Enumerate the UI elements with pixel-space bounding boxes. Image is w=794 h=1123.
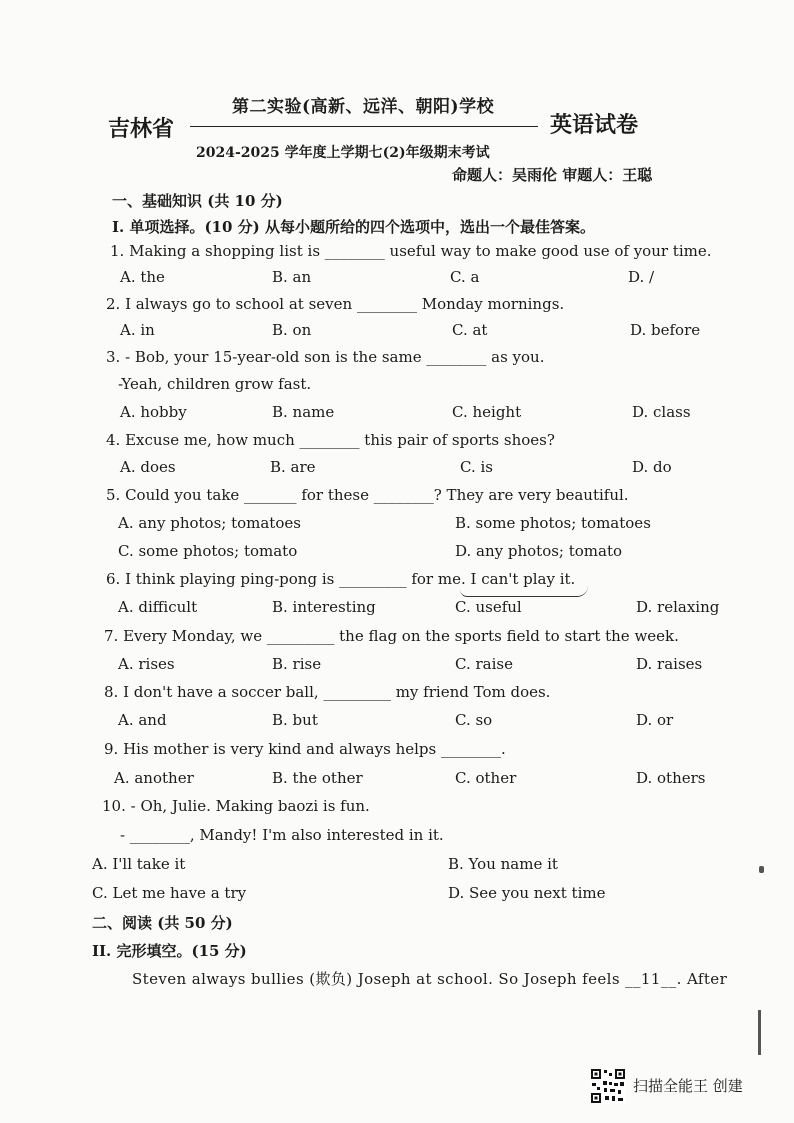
q1-option-b: B. an	[272, 268, 312, 286]
question-10: 10. - Oh, Julie. Making baozi is fun.	[102, 797, 370, 815]
q3-option-c: C. height	[452, 403, 522, 421]
q4-option-a: A. does	[120, 458, 176, 476]
q5-option-b: B. some photos; tomatoes	[455, 514, 651, 532]
q2-option-a: A. in	[120, 321, 155, 339]
handwritten-underline	[460, 586, 588, 597]
question-2: 2. I always go to school at seven ________ Monday mornings.	[106, 295, 565, 313]
q6-option-d: D. relaxing	[636, 598, 720, 616]
question-3-reply: -Yeah, children grow fast.	[118, 375, 312, 393]
question-6-tail: I can't play it.	[470, 570, 576, 588]
question-9: 9. His mother is very kind and always helps ________.	[104, 740, 506, 758]
q7-option-b: B. rise	[272, 655, 322, 673]
question-10-reply: - ________, Mandy! I'm also interested in it.	[120, 826, 444, 844]
q2-option-b: B. on	[272, 321, 312, 339]
q3-option-a: A. hobby	[120, 403, 187, 421]
q5-option-c: C. some photos; tomato	[118, 542, 298, 560]
question-3: 3. - Bob, your 15-year-old son is the same ________ as you.	[106, 348, 545, 366]
section-2-instructions: II. 完形填空。(15 分)	[92, 942, 247, 960]
question-1: 1. Making a shopping list is ________ useful way to make good use of your time.	[110, 242, 712, 260]
q7-option-c: C. raise	[455, 655, 513, 673]
question-7: 7. Every Monday, we _________ the flag on the sports field to start the week.	[104, 627, 679, 645]
title-underline	[190, 126, 538, 127]
q3-option-d: D. class	[632, 403, 691, 421]
q9-option-a: A. another	[114, 769, 194, 787]
q8-option-c: C. so	[455, 711, 493, 729]
q5-option-d: D. any photos; tomato	[455, 542, 623, 560]
question-4: 4. Excuse me, how much ________ this pair of sports shoes?	[106, 431, 555, 449]
q7-option-d: D. raises	[636, 655, 703, 673]
q1-option-c: C. a	[450, 268, 480, 286]
q2-option-d: D. before	[630, 321, 701, 339]
q10-option-c: C. Let me have a try	[92, 884, 247, 902]
q6-option-c: C. useful	[455, 598, 522, 616]
q7-option-a: A. rises	[118, 655, 175, 673]
q4-option-b: B. are	[270, 458, 316, 476]
school-name: 第二实验(高新、远洋、朝阳)学校	[232, 97, 495, 117]
cloze-passage: Steven always bullies (欺负) Joseph at school. So Joseph feels __11__. After	[132, 970, 728, 988]
q4-option-d: D. do	[632, 458, 672, 476]
q10-option-b: B. You name it	[448, 855, 558, 873]
q3-option-b: B. name	[272, 403, 335, 421]
subject-title: 英语试卷	[550, 112, 639, 138]
qr-code-icon	[590, 1068, 626, 1104]
q8-option-a: A. and	[118, 711, 167, 729]
q10-option-a: A. I'll take it	[92, 855, 186, 873]
q4-option-c: C. is	[460, 458, 493, 476]
section-1-instructions: I. 单项选择。(10 分) 从每小题所给的四个选项中，选出一个最佳答案。	[112, 218, 595, 236]
scan-mark	[759, 866, 764, 873]
q6-option-a: A. difficult	[118, 598, 198, 616]
watermark-text: 扫描全能王 创建	[633, 1077, 743, 1095]
q1-option-d: D. /	[628, 268, 655, 286]
q9-option-b: B. the other	[272, 769, 363, 787]
q2-option-c: C. at	[452, 321, 488, 339]
q8-option-b: B. but	[272, 711, 318, 729]
q1-option-a: A. the	[120, 268, 165, 286]
section-1-title: 一、基础知识 (共 10 分)	[112, 192, 283, 210]
question-5: 5. Could you take _______ for these ________? They are very beautiful.	[106, 486, 629, 504]
exam-term: 2024-2025 学年度上学期七(2)年级期末考试	[196, 145, 490, 161]
question-6-text: 6. I think playing ping-pong is _________ for me.	[106, 570, 466, 588]
scan-edge	[758, 1010, 761, 1055]
q9-option-d: D. others	[636, 769, 706, 787]
question-8: 8. I don't have a soccer ball, _________ my friend Tom does.	[104, 683, 551, 701]
q6-option-b: B. interesting	[272, 598, 376, 616]
q9-option-c: C. other	[455, 769, 517, 787]
q8-option-d: D. or	[636, 711, 674, 729]
section-2-title: 二、阅读 (共 50 分)	[92, 914, 233, 932]
exam-authors: 命题人：吴雨伦 审题人：王聪	[452, 166, 653, 184]
province-title: 吉林省	[108, 116, 175, 142]
q5-option-a: A. any photos; tomatoes	[118, 514, 301, 532]
q10-option-d: D. See you next time	[448, 884, 606, 902]
